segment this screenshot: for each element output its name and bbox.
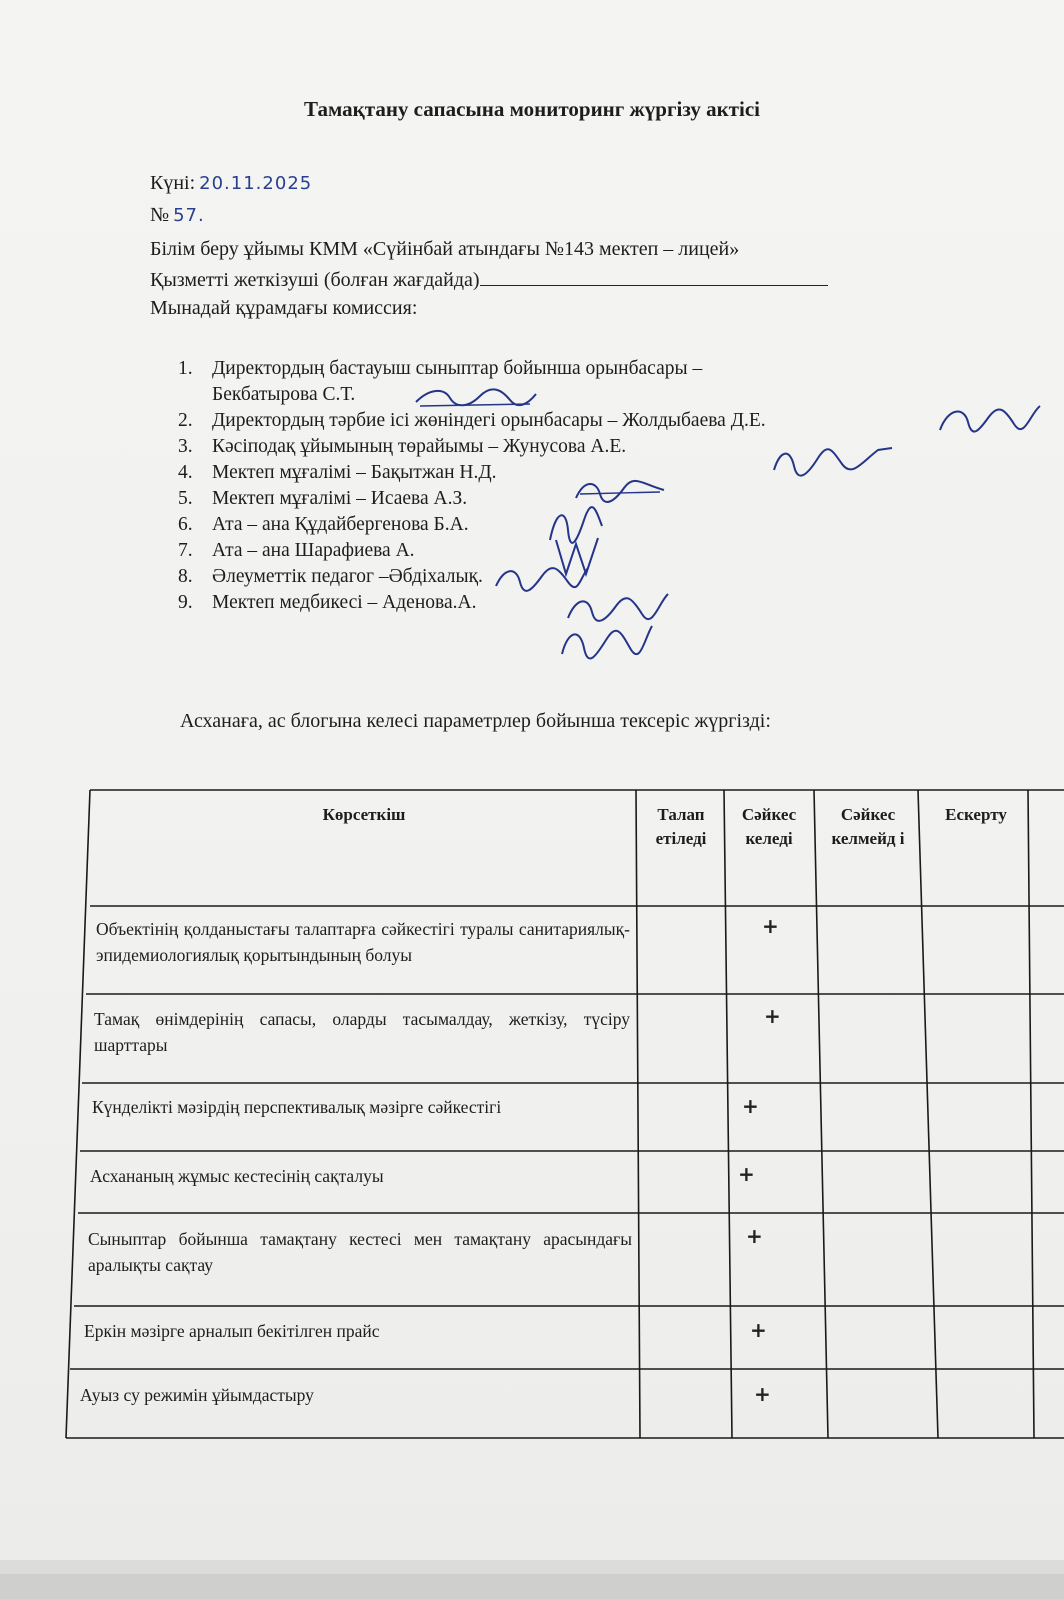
table-row-indicator: Еркін мәзірге арналып бекітілген прайс — [84, 1321, 380, 1341]
member-text: Кәсіподақ ұйымының төрайымы – Жунусова А.Е. — [212, 436, 627, 457]
paper-stack-edge — [0, 1560, 1064, 1574]
table-row-compliant-mark: + — [738, 1162, 755, 1186]
member-item: 2. Директордың тәрбие ісі жөніндегі орынбасары – Жолдыбаева Д.Е. — [178, 410, 766, 431]
table-row-indicator: Күнделікті мәзірдің перспективалық мәзірге сәйкестігі — [92, 1097, 502, 1117]
header-required: Талап етіледі — [655, 805, 707, 848]
table-row-indicator: Асхананың жұмыс кестесінің сақталуы — [90, 1166, 384, 1186]
document-title: Тамақтану сапасына мониторинг жүргізу актісі — [304, 97, 760, 121]
table-row-compliant-mark: + — [754, 1382, 771, 1406]
table-row-indicator: Объектінің қолданыстағы талаптарға сәйкестігі туралы санитариялық-эпидемиологиялық қорытындының болуы — [96, 919, 630, 965]
member-item: 1. Директордың бастауыш сыныптар бойынша орынбасары – — [178, 358, 703, 379]
table-row-compliant-mark: + — [742, 1094, 759, 1118]
member-item: 7. Ата – ана Шарафиева А. — [178, 540, 415, 561]
header-noncompliant: Сәйкес келмейд і — [831, 805, 905, 848]
member-text: Бекбатырова С.Т. — [212, 384, 356, 405]
number-label: № — [150, 204, 170, 226]
member-text: Ата – ана Шарафиева А. — [212, 540, 415, 561]
table-row-compliant-mark: + — [764, 1004, 781, 1028]
member-item: 9. Мектеп медбикесі – Аденова.А. — [178, 592, 477, 613]
commission-label: Мынадай құрамдағы комиссия: — [150, 297, 418, 319]
header-indicator: Көрсеткіш — [322, 805, 406, 824]
member-item: 8. Әлеуметтік педагог –Әбдіхалық. — [178, 566, 483, 587]
header-note: Ескерту — [945, 805, 1007, 824]
member-text: Мектеп мұғалімі – Исаева А.З. — [212, 488, 468, 509]
member-text: Ата – ана Құдайбергенова Б.А. — [212, 514, 469, 535]
header-compliant: Сәйкес келеді — [741, 805, 797, 848]
paper-stack-edge — [0, 1574, 1064, 1599]
inspection-intro: Асханаға, ас блогына келесі параметрлер бойынша тексеріс жүргізді: — [180, 710, 771, 732]
supplier-label: Қызметті жеткізуші (болған жағдайда) — [150, 269, 480, 291]
table-row-indicator: Сыныптар бойынша тамақтану кестесі мен тамақтану арасындағы аралықты сақтау — [88, 1229, 632, 1275]
member-text: Мектеп медбикесі – Аденова.А. — [212, 592, 477, 613]
table-row-compliant-mark: + — [746, 1224, 763, 1248]
table-row-indicator: Тамақ өнімдерінің сапасы, оларды тасымалдау, жеткізу, түсіру шарттары — [94, 1009, 630, 1055]
date-label: Күні: — [150, 172, 196, 194]
member-text: Әлеуметтік педагог –Әбдіхалық. — [212, 566, 483, 587]
member-item: 3. Кәсіподақ ұйымының төрайымы – Жунусова А.Е. — [178, 436, 627, 457]
member-item: 5. Мектеп мұғалімі – Исаева А.З. — [178, 488, 468, 509]
table-row-compliant-mark: + — [750, 1318, 767, 1342]
number-value: 57. — [173, 205, 205, 226]
member-item: 6. Ата – ана Құдайбергенова Б.А. — [178, 514, 469, 535]
member-text: Директордың тәрбие ісі жөніндегі орынбасары – Жолдыбаева Д.Е. — [212, 410, 766, 431]
member-text: Мектеп мұғалімі – Бақытжан Н.Д. — [212, 462, 497, 483]
table-row-indicator: Ауыз су режимін ұйымдастыру — [80, 1385, 314, 1405]
date-value: 20.11.2025 — [199, 173, 313, 194]
member-text: Директордың бастауыш сыныптар бойынша орынбасары – — [212, 358, 703, 379]
member-item: 4. Мектеп мұғалімі – Бақытжан Н.Д. — [178, 462, 497, 483]
organization-line: Білім беру ұйымы КММ «Сүйінбай атындағы №143 мектеп – лицей» — [150, 238, 740, 260]
table-row-compliant-mark: + — [762, 914, 779, 938]
